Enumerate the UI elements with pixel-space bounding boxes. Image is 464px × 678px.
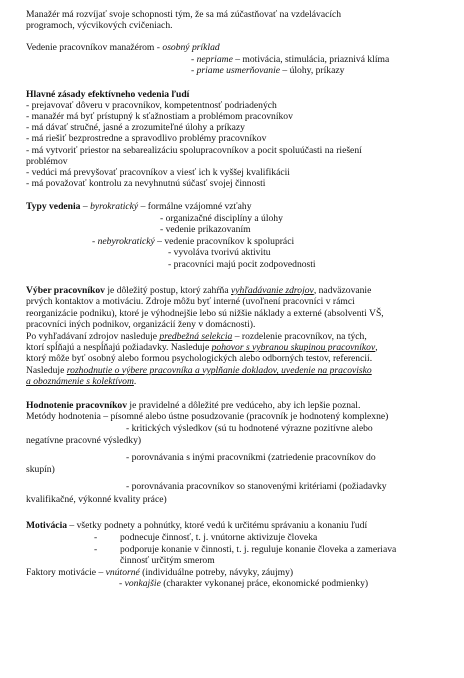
motivacia-bullet-marker: - bbox=[94, 544, 98, 555]
vyber-text: je dôležitý postup, ktorý zahŕňa bbox=[104, 285, 232, 296]
zasady-item: - vedúci má prevyšovať pracovníkov a viesť ich k vyššej kvalifikácii bbox=[26, 167, 290, 178]
typy-nebyro-item: - pracovníci majú pocit zodpovednosti bbox=[168, 259, 316, 270]
hodnotenie-line-2: Metódy hodnotenia – písomné alebo ústne posudzovanie (pracovník je hodnotený komplexne) bbox=[26, 411, 389, 422]
typy-byro-item: - organizačné disciplíny a úlohy bbox=[160, 213, 283, 224]
hodnotenie-line-8: kvalifikačné, výkonné kvality práce) bbox=[26, 494, 167, 505]
zasady-item: - má vytvoriť priestor na sebarealizáciu spolupracovníkov a pocit spoluúčasti na riešení bbox=[26, 145, 362, 156]
motivacia-text: (charakter vykonanej práce, ekonomické podmienky) bbox=[160, 578, 369, 589]
typy-byro-text: – formálne vzájomné vzťahy bbox=[138, 201, 252, 212]
vyber-line-8 bbox=[26, 365, 372, 376]
hodnotenie-title: Hodnotenie pracovníkov bbox=[26, 400, 128, 411]
vyber-emphasis: vyhľadávanie zdrojov bbox=[231, 285, 314, 296]
zasady-title: Hlavné zásady efektívneho vedenia ľudí bbox=[26, 89, 190, 100]
motivacia-text: Faktory motivácie – bbox=[26, 567, 106, 578]
motivacia-text: (individuálne potreby, návyky, záujmy) bbox=[139, 567, 294, 578]
motivacia-vnutorne: vnútorné bbox=[105, 567, 140, 578]
vyber-text: , bbox=[375, 342, 378, 353]
vedenie-line bbox=[26, 42, 220, 53]
vyber-text: ktorí spĺňajú a nespĺňajú požiadavky. Nasleduje bbox=[26, 342, 212, 353]
zasady-item: problémov bbox=[26, 156, 68, 167]
priame-label: priame usmerňovanie bbox=[196, 65, 280, 76]
motivacia-bullet: podporuje konanie v činnosti, t. j. reguluje konanie človeka a zameriava bbox=[120, 544, 397, 555]
typy-dash: – bbox=[80, 201, 91, 212]
priame-text: – úlohy, príkazy bbox=[280, 65, 345, 76]
typy-nebyro-line bbox=[92, 236, 294, 247]
vedenie-nepriame: - nepriame – motivácia, stimulácia, priaznivá klíma bbox=[191, 54, 390, 65]
typy-nebyro-item: - vyvoláva tvorivú aktivitu bbox=[168, 247, 271, 258]
motivacia-bullet: podnecuje činnosť, t. j. vnútorne aktivizuje človeka bbox=[120, 532, 318, 543]
typy-byro-item: - vedenie prikazovaním bbox=[160, 224, 251, 235]
hodnotenie-line-4: negatívne pracovné výsledky) bbox=[26, 435, 142, 446]
nepriame-label: nepriame bbox=[196, 54, 233, 65]
zasady-item: - má považovať kontrolu za nevyhnutnú súčasť svojej činnosti bbox=[26, 178, 266, 189]
motivacia-text: – všetky podnety a pohnútky, ktoré vedú k určitému správaniu a konaniu ľudí bbox=[67, 520, 368, 531]
nepriame-text: – motivácia, stimulácia, priaznivá klíma bbox=[232, 54, 390, 65]
typy-nebyro: - nebyrokratický bbox=[92, 236, 155, 247]
typy-byro: byrokratický bbox=[90, 201, 139, 212]
zasady-item: - prejavovať dôveru v pracovníkov, kompetentnosť podriadených bbox=[26, 100, 277, 111]
intro-line-2: programoch, výcvikových cvičeniach. bbox=[26, 20, 173, 31]
vedenie-lead: Vedenie pracovníkov manažérom - bbox=[26, 42, 163, 53]
motivacia-text: - bbox=[119, 578, 125, 589]
zasady-item: - má riešiť bezprostredne a spravodlivo problémy pracovníkov bbox=[26, 133, 267, 144]
motivacia-bullet: činnosť určitým smerom bbox=[120, 555, 215, 566]
vyber-line-1 bbox=[26, 285, 371, 296]
zasady-item: - má dávať stručné, jasné a zrozumiteľné úlohy a príkazy bbox=[26, 122, 245, 133]
motivacia-vonkajsie: vonkajšie bbox=[124, 578, 161, 589]
hodnotenie-text: je pravidelné a dôležité pre vedúceho, aby ich lepšie poznal. bbox=[127, 400, 361, 411]
hodnotenie-line-7: - porovnávania pracovníkov so stanovenými kritériami (požiadavky bbox=[126, 481, 387, 492]
motivacia-line-1 bbox=[26, 520, 367, 531]
hodnotenie-line-5: - porovnávania s inými pracovníkmi (zatriedenie pracovníkov do bbox=[126, 452, 376, 463]
vyber-line-6 bbox=[26, 342, 378, 353]
vyber-line-3: reorganizácie podniku), ktoré je výhodnejšie lebo sú nižšie náklady a externé (absolventi VŠ, bbox=[26, 308, 384, 319]
vyber-line-9 bbox=[26, 376, 136, 387]
motivacia-vonkajsie-line bbox=[119, 578, 368, 589]
vyber-line-2: prvých kontaktov a motiváciu. Zdroje môžu byť interné (uvoľnení pracovníci v rámci bbox=[26, 296, 355, 307]
vyber-text: – rozdelenie pracovníkov, na tých, bbox=[232, 331, 367, 342]
typy-title: Typy vedenia bbox=[26, 201, 81, 212]
typy-nebyro-text: – vedenie pracovníkov k spolupráci bbox=[154, 236, 295, 247]
motivacia-faktory-line bbox=[26, 567, 293, 578]
vyber-emphasis: rozhodnutie o výbere pracovníka a vyplňanie dokladov, uvedenie na pracovisko bbox=[66, 365, 372, 376]
vyber-text: . bbox=[133, 376, 137, 387]
vyber-text: Po vyhľadávaní zdrojov nasleduje bbox=[26, 331, 160, 342]
hodnotenie-line-6: skupín) bbox=[26, 464, 55, 475]
vyber-title: Výber pracovníkov bbox=[26, 285, 105, 296]
vyber-emphasis: a oboznámenie s kolektívom bbox=[26, 376, 134, 387]
vyber-line-7: ktorý môže byť osobný alebo formou psychologických alebo odborných testov, referencií. bbox=[26, 353, 373, 364]
vyber-emphasis: predbežná selekcia bbox=[159, 331, 233, 342]
vyber-line-5 bbox=[26, 331, 367, 342]
vyber-emphasis: pohovor s vybranou skupinou pracovníkov bbox=[211, 342, 376, 353]
vyber-line-4: pracovníci iných podnikov, organizácií ženy v domácnosti). bbox=[26, 319, 256, 330]
intro-line-1: Manažér má rozvíjať svoje schopnosti tým, že sa má zúčastňovať na vzdelávacích bbox=[26, 9, 342, 20]
zasady-item: - manažér má byť prístupný k sťažnostiam a problémom pracovníkov bbox=[26, 111, 293, 122]
hodnotenie-line-3: - kritických výsledkov (sú tu hodnotené výrazne pozitívne alebo bbox=[126, 423, 373, 434]
typy-line bbox=[26, 201, 252, 212]
hodnotenie-line-1 bbox=[26, 400, 360, 411]
vedenie-priame: - priame usmerňovanie – úlohy, príkazy bbox=[191, 65, 345, 76]
motivacia-title: Motivácia bbox=[26, 520, 68, 531]
vedenie-example: osobný príklad bbox=[162, 42, 220, 53]
vyber-text: Nasleduje bbox=[26, 365, 67, 376]
vyber-text: , nadväzovanie bbox=[313, 285, 372, 296]
motivacia-bullet-marker: - bbox=[94, 532, 98, 543]
